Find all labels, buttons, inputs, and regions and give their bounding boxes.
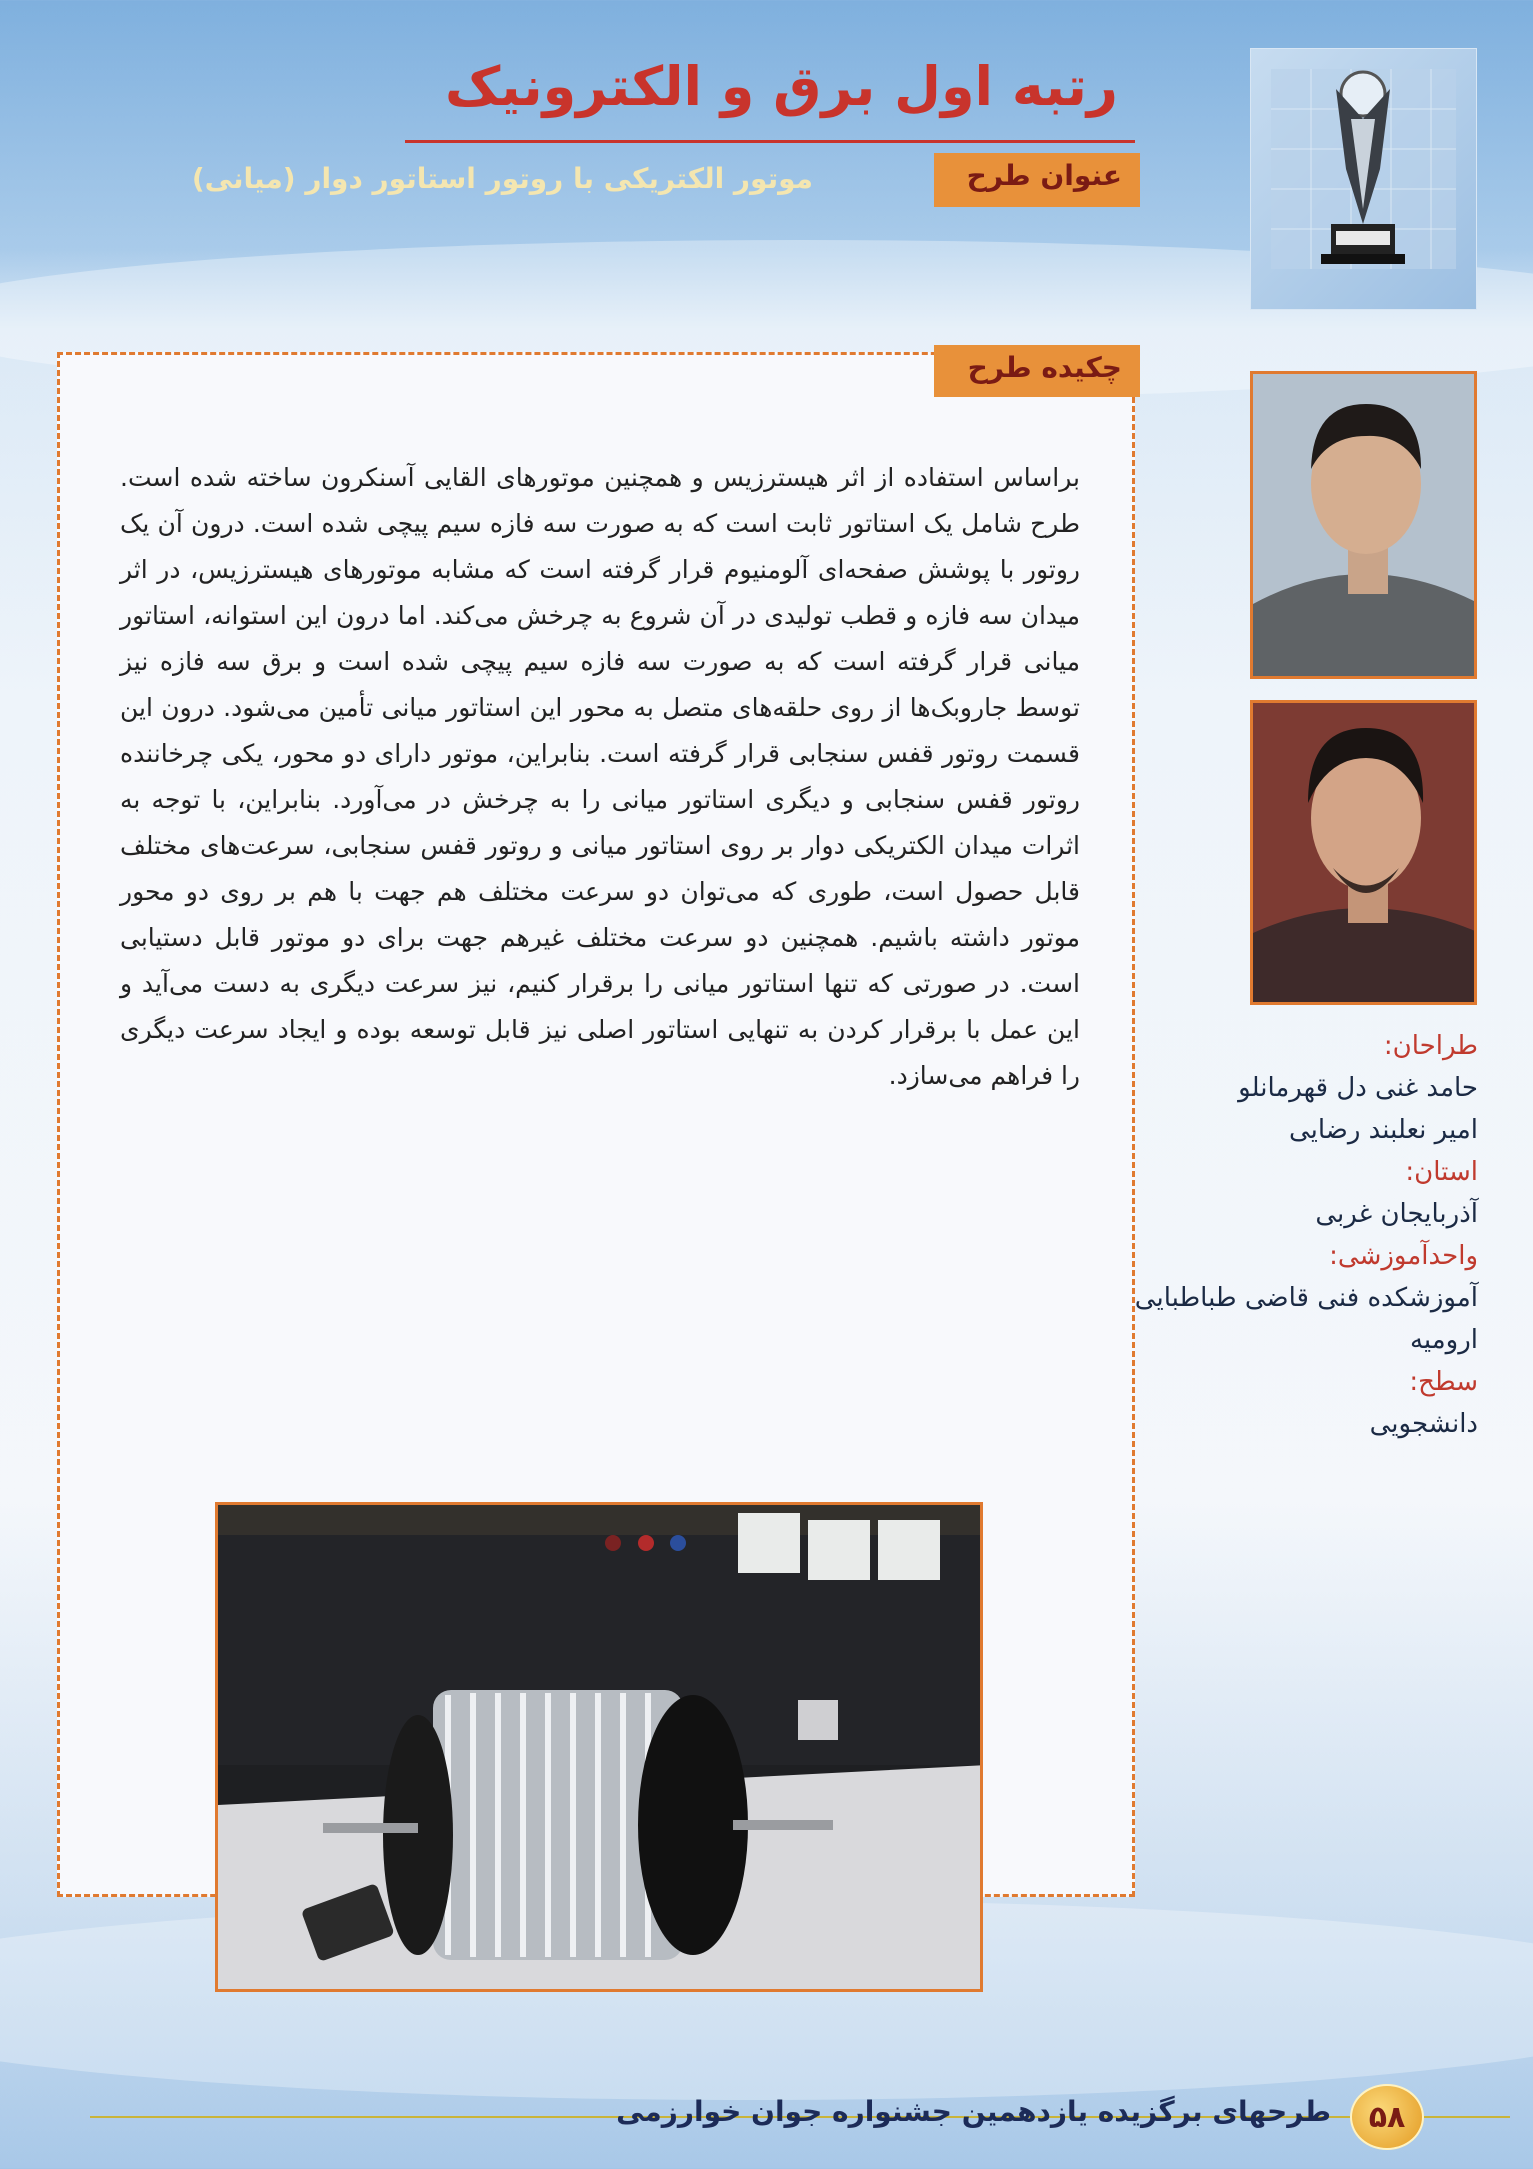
designer-2-name: امیر نعلبند رضایی bbox=[1288, 1115, 1478, 1145]
unit-value-1: آموزشکده فنی قاضی طباطبایی bbox=[1134, 1283, 1478, 1313]
province-value: آذربایجان غربی bbox=[1315, 1199, 1478, 1229]
unit-label: واحدآموزشی: bbox=[1329, 1241, 1478, 1271]
level-label: سطح: bbox=[1409, 1367, 1478, 1397]
title-underline bbox=[405, 140, 1135, 143]
title-label: عنوان طرح bbox=[934, 153, 1140, 207]
abstract-label: چکیده طرح bbox=[934, 345, 1140, 397]
footer-text: طرحهای برگزیده یازدهمین جشنواره جوان خوارزمی bbox=[616, 2095, 1331, 2128]
designer-info bbox=[1078, 1025, 1478, 1445]
motor-photo bbox=[215, 1502, 983, 1992]
designer-1-name: حامد غنی دل قهرمانلو bbox=[1238, 1073, 1478, 1103]
abstract-text: براساس استفاده از اثر هیسترزیس و همچنین موتورهای القایی آسنکرون ساخته شده است. طرح شامل یک استاتور ثابت است که به صورت سه فازه سیم پیچی شده است. درون آن یک روتور با پوشش صفحه‌ای آلومنیوم قرار گرفته است که مشابه موتورهای هیسترزیس، در اثر میدان سه فازه و قطب تولیدی در آن شروع به چرخش می‌کند. اما درون این استوانه، استاتور میانی قرار گرفته است که به صورت سه فازه سیم پیچی شده است و برق سه فازه نیز توسط جاروبک‌ها از روی حلقه‌های متصل به محور این استاتور میانی تأمین می‌شود. درون این قسمت روتور قفس سنجابی قرار گرفته است. بنابراین، موتور دارای دو محور، یکی چرخاننده روتور قفس سنجابی و دیگری استاتور میانی را به چرخش در می‌آورد. بنابراین، با توجه به اثرات میدان الکتریکی دوار بر روی استاتور میانی و روتور قفس سنجابی، سرعت‌های مختلف قابل حصول است، طوری که می‌توان دو سرعت مختلف هم جهت با هم بر روی دو محور موتور داشته باشیم. همچنین دو سرعت مختلف غیرهم جهت برای دو موتور قابل دستیابی است. در صورتی که تنها استاتور میانی را برقرار کنیم، نیز سرعت دیگری به دست می‌آید و این عمل با برقرار کردن به تنهایی استاتور اصلی نیز قابل توسعه بوده و ایجاد سرعت دیگری را فراهم می‌سازد. bbox=[120, 463, 1080, 1090]
project-title: موتور الکتریکی با روتور استاتور دوار (میانی) bbox=[191, 162, 813, 195]
page-number: ۵۸ bbox=[1350, 2084, 1424, 2150]
designer-1-photo bbox=[1250, 371, 1477, 679]
unit-value-2: ارومیه bbox=[1409, 1325, 1478, 1355]
level-value: دانشجویی bbox=[1369, 1409, 1478, 1439]
designers-label: طراحان: bbox=[1383, 1031, 1478, 1061]
trophy-image bbox=[1250, 48, 1477, 310]
province-label: استان: bbox=[1405, 1157, 1478, 1187]
designer-2-photo bbox=[1250, 700, 1477, 1005]
rank-title: رتبه اول برق و الکترونیک bbox=[445, 55, 1118, 118]
